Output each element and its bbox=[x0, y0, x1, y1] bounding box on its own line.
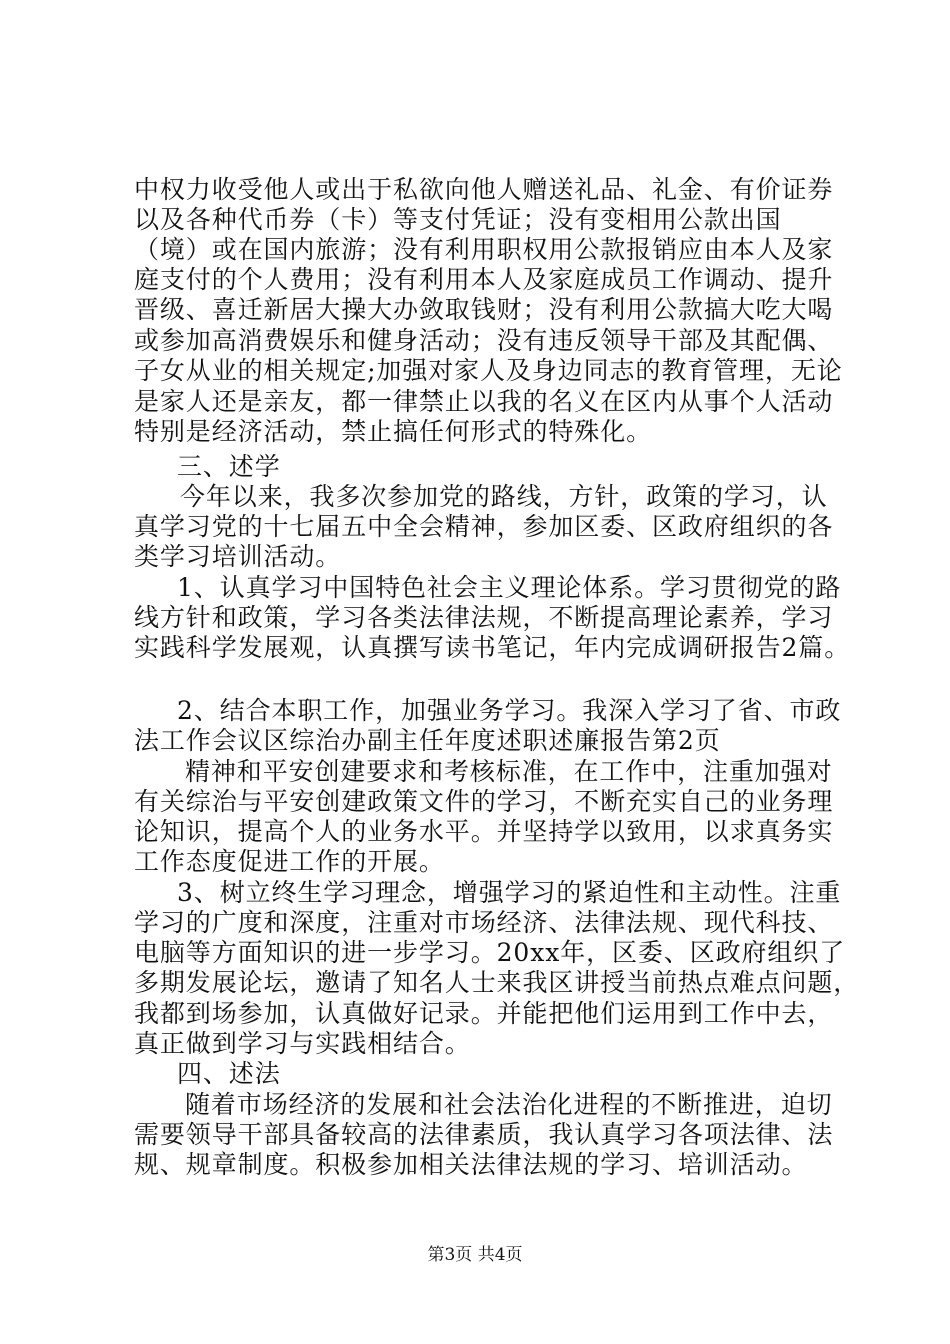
body-line: 3、树立终生学习理念，增强学习的紧迫性和主动性。注重 bbox=[177, 878, 842, 907]
body-line: 论知识，提高个人的业务水平。并坚持学以致用，以求真务实 bbox=[134, 817, 834, 846]
page-number-footer: 第3页 共4页 bbox=[427, 1245, 523, 1265]
body-line: 真正做到学习与实践相结合。 bbox=[134, 1029, 471, 1058]
body-line: 我都到场参加，认真做好记录。并能把他们运用到工作中去， bbox=[134, 999, 834, 1028]
body-line: 子女从业的相关规定;加强对家人及身边同志的教育管理，无论 bbox=[134, 356, 843, 385]
body-line: 法工作会议区综治办副主任年度述职述廉报告第2页 bbox=[134, 726, 721, 755]
body-line: 需要领导干部具备较高的法律素质，我认真学习各项法律、法 bbox=[134, 1120, 834, 1149]
body-line: 类学习培训活动。 bbox=[134, 542, 342, 571]
body-line: 真学习党的十七届五中全会精神，参加区委、区政府组织的各 bbox=[134, 512, 834, 541]
body-line: 庭支付的个人费用；没有利用本人及家庭成员工作调动、提升 bbox=[134, 265, 834, 294]
body-line: 1、认真学习中国特色社会主义理论体系。学习贯彻党的路 bbox=[177, 573, 842, 602]
body-line: 2、结合本职工作，加强业务学习。我深入学习了省、市政 bbox=[177, 696, 842, 725]
body-line: 特别是经济活动，禁止搞任何形式的特殊化。 bbox=[134, 417, 653, 446]
body-line: 精神和平安创建要求和考核标准，在工作中，注重加强对 bbox=[185, 757, 833, 786]
body-line: 随着市场经济的发展和社会法治化进程的不断推进，迫切 bbox=[185, 1090, 833, 1119]
body-line: 线方针和政策，学习各类法律法规，不断提高理论素养，学习 bbox=[134, 603, 834, 632]
body-line: （境）或在国内旅游；没有利用职权用公款报销应由本人及家 bbox=[134, 235, 834, 264]
body-line: 实践科学发展观，认真撰写读书笔记，年内完成调研报告2篇。 bbox=[134, 633, 851, 662]
body-line: 以及各种代币券（卡）等支付凭证；没有变相用公款出国 bbox=[134, 205, 782, 234]
body-line: 或参加高消费娱乐和健身活动；没有违反领导干部及其配偶、 bbox=[134, 326, 834, 355]
body-line: 多期发展论坛，邀请了知名人士来我区讲授当前热点难点问题， bbox=[134, 968, 860, 997]
body-line: 晋级、喜迁新居大操大办敛取钱财；没有利用公款搞大吃大喝 bbox=[134, 295, 834, 324]
body-line: 今年以来，我多次参加党的路线，方针，政策的学习，认 bbox=[180, 482, 828, 511]
body-line: 学习的广度和深度，注重对市场经济、法律法规、现代科技、 bbox=[134, 908, 834, 937]
body-line: 中权力收受他人或出于私欲向他人赠送礼品、礼金、有价证券 bbox=[134, 175, 834, 204]
body-line: 是家人还是亲友，都一律禁止以我的名义在区内从事个人活动 bbox=[134, 387, 834, 416]
section-heading: 三、述学 bbox=[177, 452, 281, 481]
body-line: 工作态度促进工作的开展。 bbox=[134, 847, 445, 876]
body-line: 规、规章制度。积极参加相关法律法规的学习、培训活动。 bbox=[134, 1150, 808, 1179]
body-line: 有关综治与平安创建政策文件的学习，不断充实自己的业务理 bbox=[134, 787, 834, 816]
section-heading: 四、述法 bbox=[177, 1059, 281, 1088]
body-line: 电脑等方面知识的进一步学习。20xx年，区委、区政府组织了 bbox=[134, 938, 846, 967]
